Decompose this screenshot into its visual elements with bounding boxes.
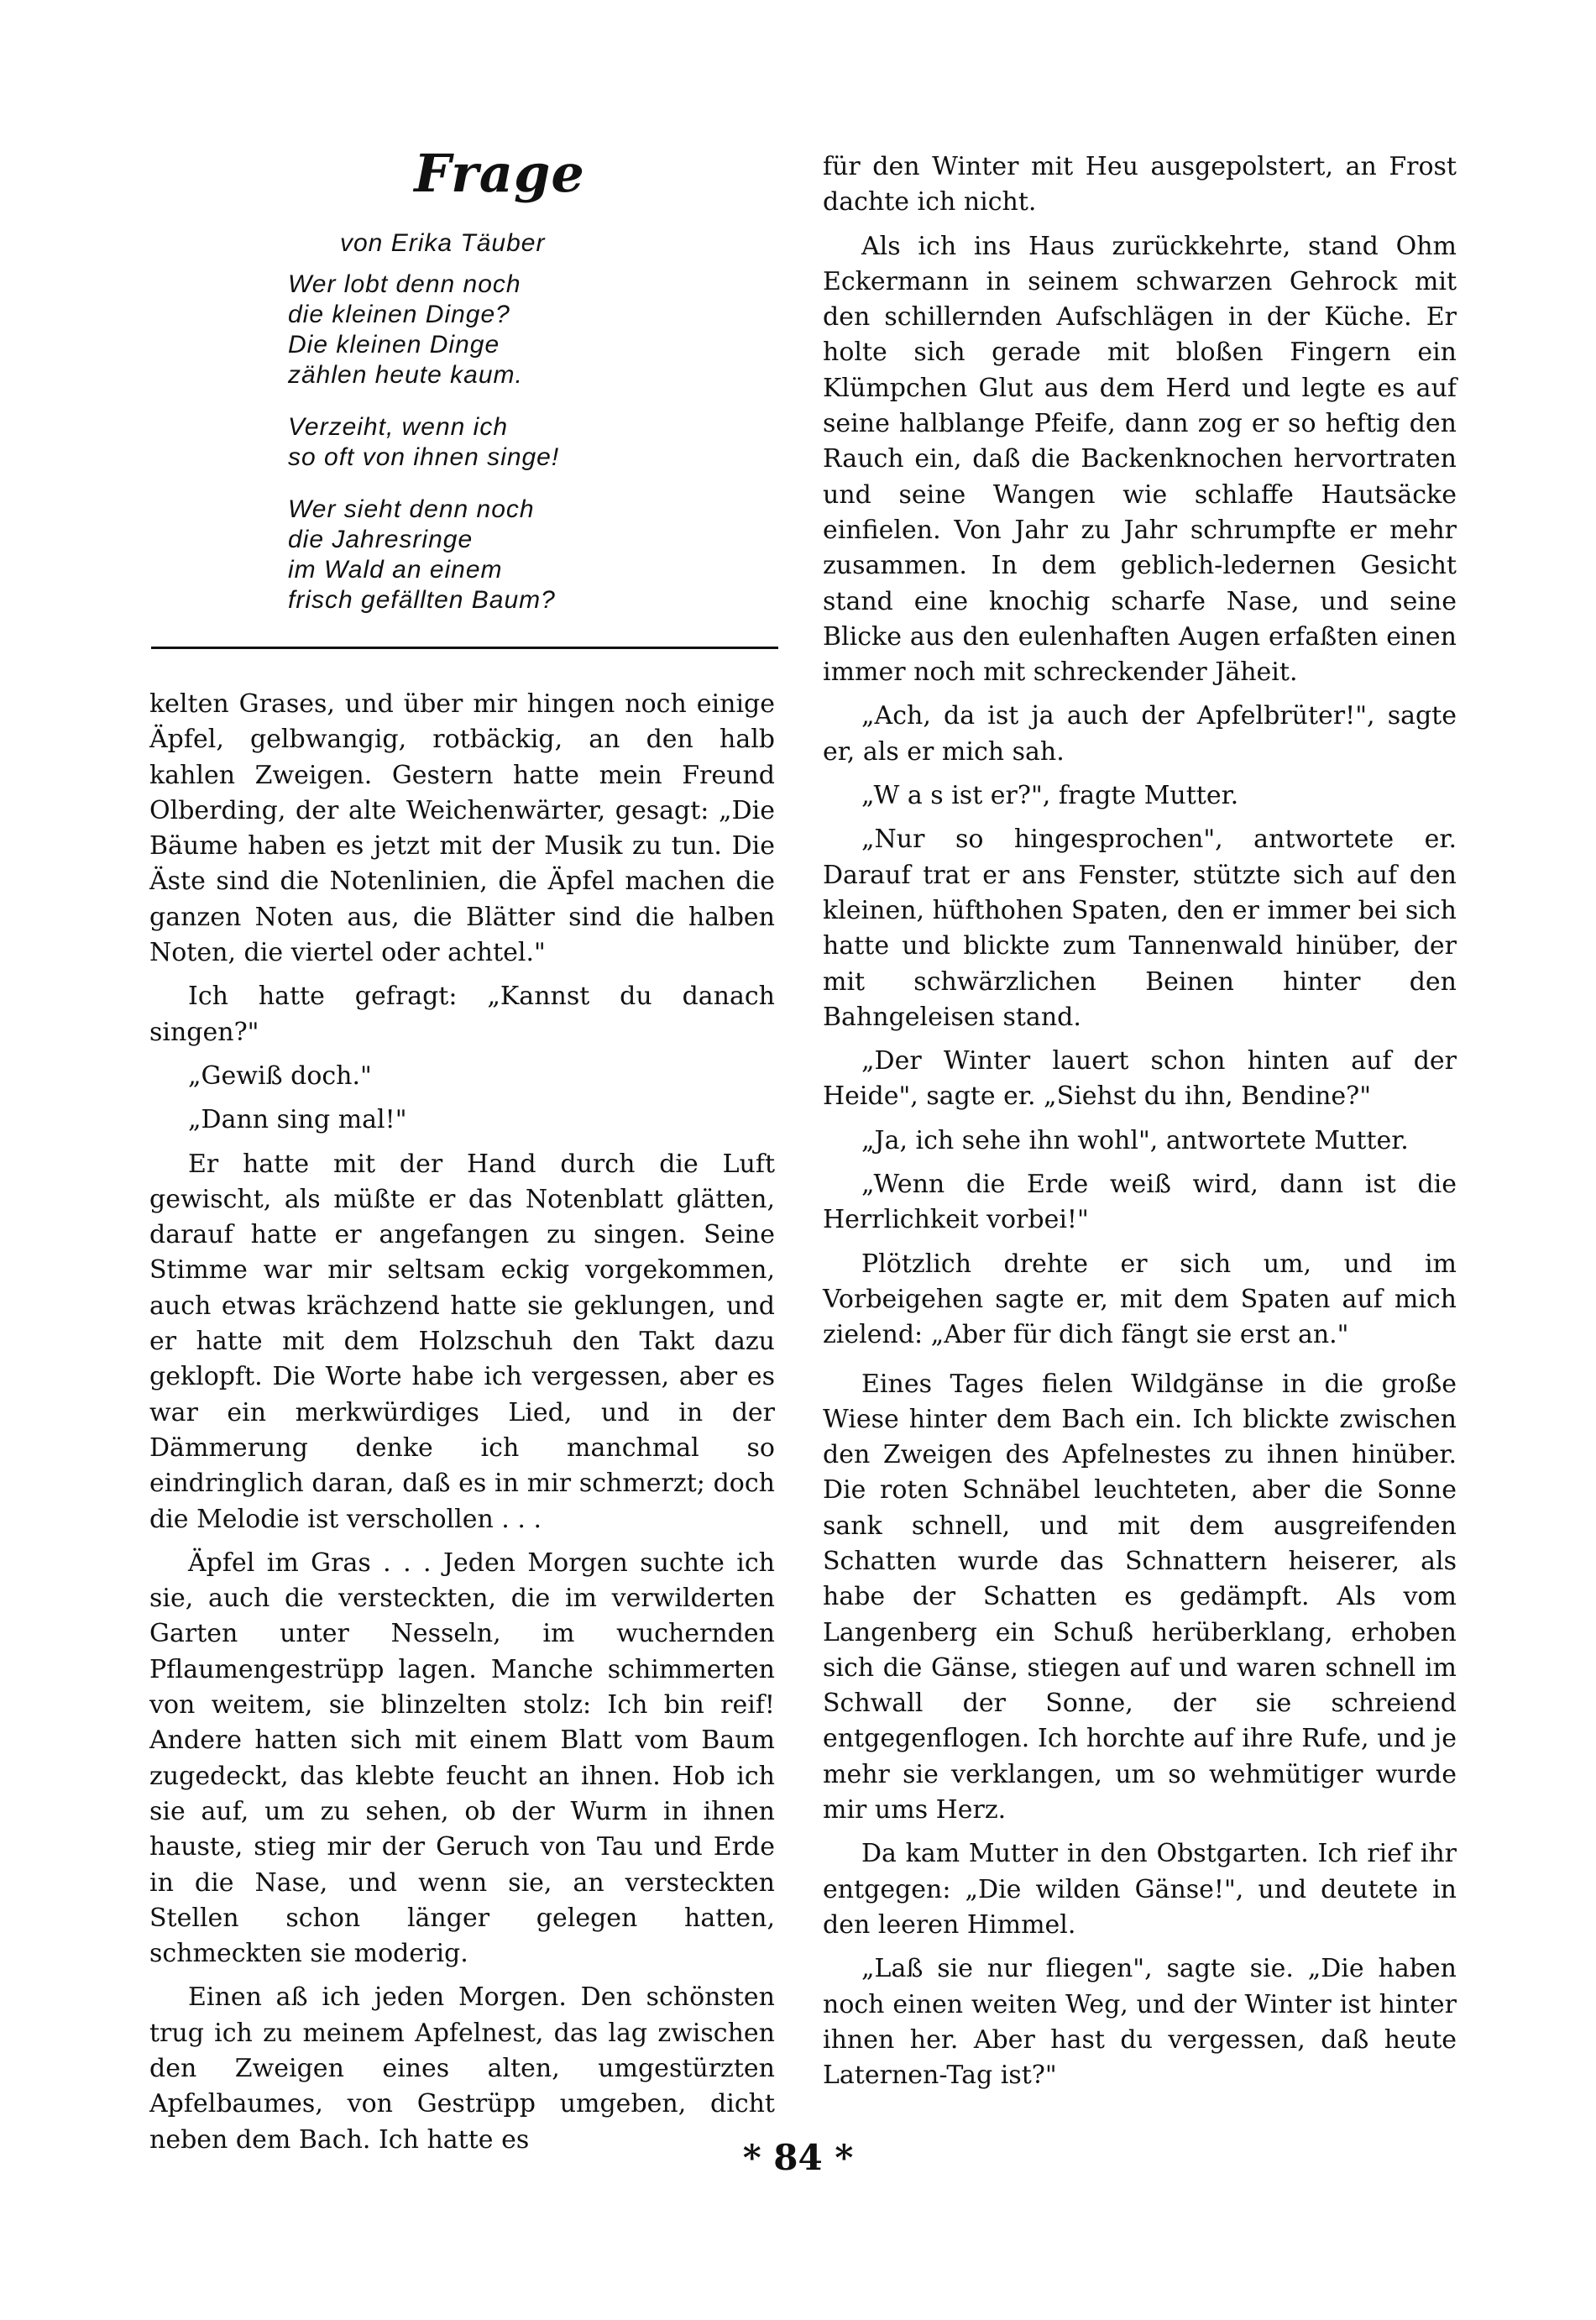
paragraph: Ich hatte gefragt: „Kannst du danach singen?"	[149, 982, 775, 1047]
poem-line: Wer sieht denn noch	[288, 495, 535, 523]
poem-author: von Erika Täuber	[340, 229, 546, 257]
poem-line: zählen heute kaum.	[288, 361, 523, 389]
paragraph: „Laß sie nur fliegen", sagte sie. „Die haben noch einen weiten Weg, und der Winter ist hinter ihnen her. Aber hast du vergessen, daß heute Laternen-Tag ist?"	[823, 1954, 1457, 2091]
right-column-text	[823, 149, 1457, 2093]
paragraph: Eines Tages fielen Wildgänse in die große Wiese hinter dem Bach ein. Ich blickte zwischen den Zweigen des Apfelnestes zu ihnen hinüber. Die roten Schnäbel leuchteten, aber die Sonne sank schnell, und mit dem ausgreifenden Schatten wurde das Schnattern heiserer, als habe der Schatten es gedämpft. Als vom Langenberg ein Schuß herüberklang, erhoben sich die Gänse, stiegen auf und waren schnell im Schwall der Sonne, der sie schreiend entgegenflogen. Ich horchte auf ihre Rufe, und je mehr sie verklangen, um so wehmütiger wurde mir ums Herz.	[823, 1369, 1457, 1825]
poem-stanza-2	[288, 412, 785, 473]
paragraph: Da kam Mutter in den Obstgarten. Ich rief ihr entgegen: „Die wilden Gänse!", und deutete in den leeren Himmel.	[823, 1839, 1457, 1940]
poem-line: Die kleinen Dinge	[288, 331, 500, 359]
paragraph: „Wenn die Erde weiß wird, dann ist die Herrlichkeit vorbei!"	[823, 1170, 1457, 1235]
poem-title: Frage	[414, 143, 585, 204]
paragraph: für den Winter mit Heu ausgepolstert, an Frost dachte ich nicht.	[823, 152, 1457, 217]
paragraph: „Ach, da ist ja auch der Apfelbrüter!", sagte er, als er mich sah.	[823, 701, 1457, 767]
paragraph: „W a s ist er?", fragte Mutter.	[861, 781, 1239, 811]
poem-stanza-3	[288, 495, 785, 615]
paragraph: „Nur so hingesprochen", antwortete er. Darauf trat er ans Fenster, stützte sich auf den kleinen, hüfthohen Spaten, den er immer bei sich hatte und blickte zum Tannenwald hinüber, der mit schwärzlichen Beinen hinter den Bahngeleisen stand.	[823, 825, 1457, 1032]
paragraph: „Der Winter lauert schon hinten auf der Heide", sagte er. „Siehst du ihn, Bendine?"	[823, 1046, 1457, 1112]
paragraph: „Gewiß doch."	[188, 1060, 372, 1091]
paragraph: Plötzlich drehte er sich um, und im Vorbeigehen sagte er, mit dem Spaten auf mich zielend: „Aber für dich fängt sie erst an."	[823, 1249, 1457, 1350]
poem-line: so oft von ihnen singe!	[288, 443, 560, 471]
poem-line: Verzeiht, wenn ich	[288, 413, 509, 441]
paragraph: Er hatte mit der Hand durch die Luft gewischt, als müßte er das Notenblatt glätten, darauf hatte er angefangen zu singen. Seine Stimme war mir seltsam eckig vorgekommen, auch etwas krächzend hatte sie geklungen, und er hatte mit dem Holzschuh den Takt dazu geklopft. Die Worte habe ich vergessen, aber es war ein merkwürdiges Lied, und in der Dämmerung denke ich manchmal so eindringlich daran, daß es in mir schmerzt; doch die Melodie ist verschollen . . .	[149, 1149, 775, 1534]
poem-stanza-1	[288, 270, 785, 390]
poem-line: die kleinen Dinge?	[288, 301, 510, 328]
poem-line: die Jahresringe	[288, 526, 474, 553]
poem-divider-rule	[151, 647, 778, 649]
left-column-top	[147, 143, 785, 637]
page-number: * 84 *	[742, 2137, 854, 2178]
poem-line: im Wald an einem	[288, 556, 503, 584]
paragraph: „Dann sing mal!"	[188, 1105, 407, 1135]
paragraph: kelten Grases, und über mir hingen noch einige Äpfel, gelbwangig, rotbäckig, an den halb kahlen Zweigen. Gestern hatte mein Freund Olberding, der alte Weichenwärter, gesagt: „Die Bäume haben es jetzt mit der Musik zu tun. Die Äste sind die Notenlinien, die Äpfel machen die ganzen Noten aus, die Blätter sind die halben Noten, die viertel oder achtel."	[149, 689, 775, 968]
paragraph: „Ja, ich sehe ihn wohl", antwortete Mutter.	[861, 1125, 1409, 1155]
paragraph: Einen aß ich jeden Morgen. Den schönsten trug ich zu meinem Apfelnest, das lag zwischen den Zweigen eines alten, umgestürzten Apfelbaumes, von Gestrüpp umgeben, dicht neben dem Bach. Ich hatte es	[149, 1982, 775, 2155]
left-column-text	[149, 687, 775, 2158]
paragraph: Äpfel im Gras . . . Jeden Morgen suchte ich sie, auch die versteckten, die im verwilderten Garten unter Nesseln, im wuchernden Pflaumengestrüpp lagen. Manche schimmerten von weitem, sie blinzelten stolz: Ich bin reif! Andere hatten sich mit einem Blatt vom Baum zugedeckt, das klebte feucht an ihnen. Hob ich sie auf, um zu sehen, ob der Wurm in ihnen hauste, stieg mir der Geruch von Tau und Erde in die Nase, und wenn sie, an versteckten Stellen schon länger gelegen hatten, schmeckten sie moderig.	[149, 1548, 775, 1969]
poem-line: frisch gefällten Baum?	[288, 586, 556, 614]
poem-line: Wer lobt denn noch	[288, 270, 521, 298]
paragraph: Als ich ins Haus zurückkehrte, stand Ohm Eckermann in seinem schwarzen Gehrock mit den schillernden Aufschlägen in der Küche. Er holte sich gerade mit bloßen Fingern ein Klümpchen Glut aus dem Herd und legte es auf seine halblange Pfeife, dann zog er so heftig den Rauch ein, daß die Backenknochen hervortraten und seine Wangen wie schlaffe Hautsäcke einfielen. Von Jahr zu Jahr schrumpfte er mehr zusammen. In dem geblich-ledernen Gesicht stand eine knochig scharfe Nase, und seine Blicke aus den eulenhaften Augen erfaßten einen immer noch mit schreckender Jäheit.	[823, 231, 1457, 688]
